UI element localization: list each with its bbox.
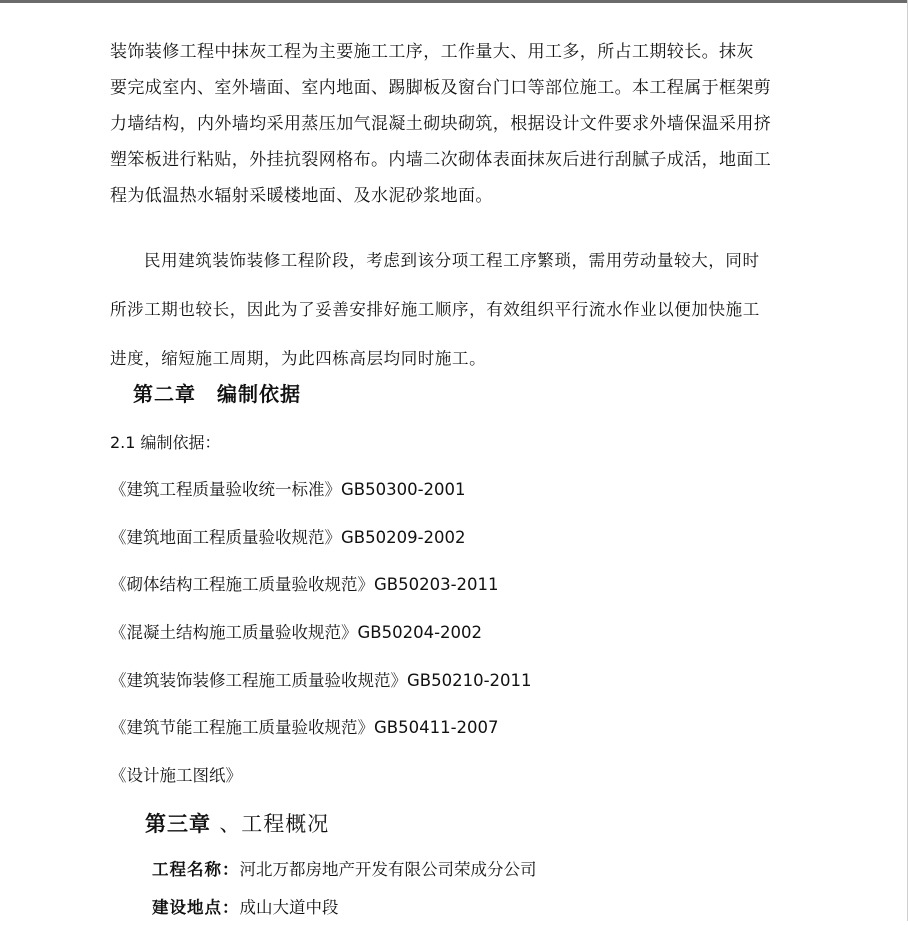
reference-item: 《建筑装饰装修工程施工质量验收规范》GB50210-2011 xyxy=(110,670,532,690)
reference-item: 《建筑地面工程质量验收规范》GB50209-2002 xyxy=(110,527,466,547)
chapter-3-number: 第三章 xyxy=(145,811,211,836)
site-value: 成山大道中段 xyxy=(239,898,339,917)
paragraph-line: 塑笨板进行粘贴，外挂抗裂网格布。内墙二次砌体表面抹灰后进行刮腻子成活，地面工 xyxy=(110,150,772,170)
reference-item: 《设计施工图纸》 xyxy=(110,766,242,786)
paragraph-line: 装饰装修工程中抹灰工程为主要施工工序，工作量大、用工多，所占工期较长。抹灰 xyxy=(110,42,754,62)
reference-item: 《砌体结构工程施工质量验收规范》GB50203-2011 xyxy=(110,575,499,595)
project-name-value: 河北万都房地产开发有限公司荣成分公司 xyxy=(239,860,537,879)
chapter-2-heading: 第二章 编制依据 xyxy=(133,382,301,406)
project-name-row xyxy=(152,856,537,894)
paragraph-line: 程为低温热水辐射采暖楼地面、及水泥砂浆地面。 xyxy=(110,186,493,206)
chapter-3-heading xyxy=(145,808,329,838)
reference-list xyxy=(110,476,532,810)
paragraph-line: 力墙结构，内外墙均采用蒸压加气混凝土砌块砌筑，根据设计文件要求外墙保温采用挤 xyxy=(110,114,772,134)
reference-item: 《建筑节能工程施工质量验收规范》GB50411-2007 xyxy=(110,718,499,738)
site-row xyxy=(152,894,537,932)
decoration-stage-paragraph xyxy=(110,236,802,383)
project-name-label: 工程名称： xyxy=(152,860,240,879)
reference-item: 《建筑工程质量验收统一标准》GB50300-2001 xyxy=(110,480,466,499)
reference-item: 《混凝土结构施工质量验收规范》GB50204-2002 xyxy=(110,623,483,643)
paragraph-line: 民用建筑装饰装修工程阶段，考虑到该分项工程工序繁琐，需用劳动量较大，同时 xyxy=(144,251,760,270)
section-2-1-heading: 2.1 编制依据： xyxy=(110,433,221,452)
intro-paragraph xyxy=(110,34,802,214)
site-label: 建设地点： xyxy=(152,898,240,917)
paragraph-line: 要完成室内、室外墙面、室内地面、踢脚板及窗台门口等部位施工。本工程属于框架剪 xyxy=(110,78,772,98)
paragraph-line: 进度，缩短施工周期，为此四栋高层均同时施工。 xyxy=(110,349,487,368)
paragraph-line: 所涉工期也较长，因此为了妥善安排好施工顺序，有效组织平行流水作业以便加快施工 xyxy=(110,300,760,319)
chapter-3-title: 、工程概况 xyxy=(219,812,330,836)
